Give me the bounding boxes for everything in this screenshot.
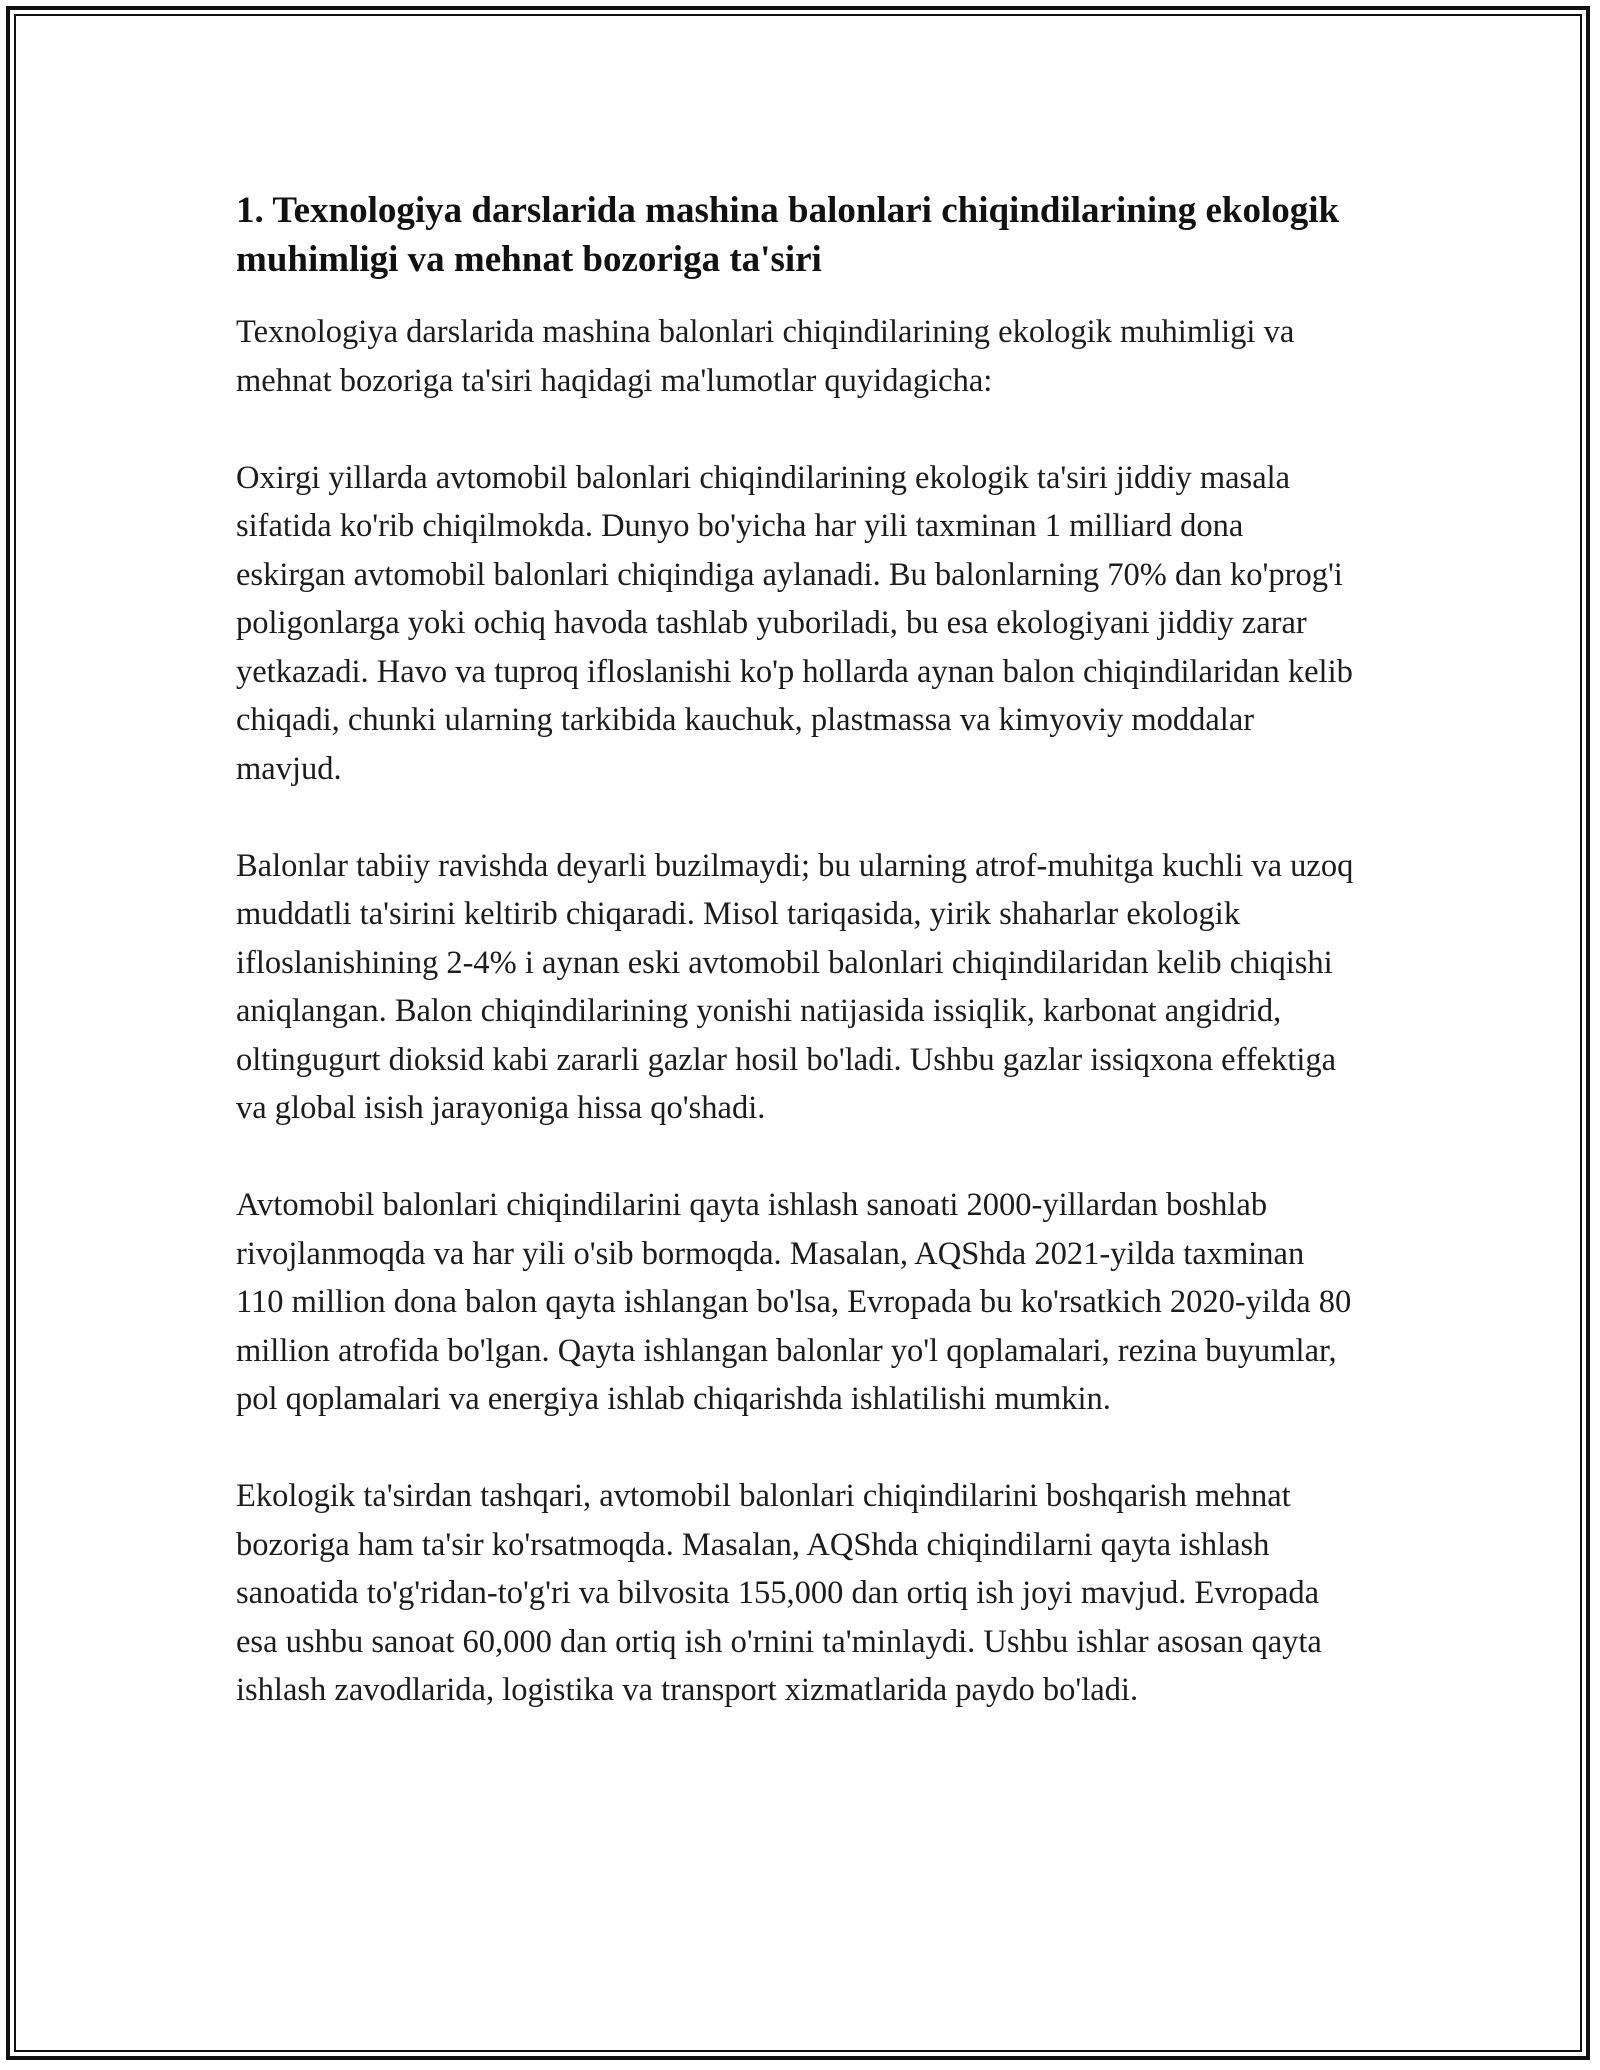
paragraph-decomposition: Balonlar tabiiy ravishda deyarli buzilmaydi; bu ularning atrof-muhitga kuchli va uzoq muddatli ta'sirini keltirib chiqaradi. Misol tariqasida, yirik shaharlar ekologik ifloslanishining 2-4% i aynan eski avtomobil balonlari chiqindilaridan kelib chiqishi aniqlangan. Balon chiqindilarining yonishi natijasida issiqlik, karbonat angidrid, oltingugurt dioksid kabi zararli gazlar hosil bo'ladi. Ushbu gazlar issiqxona effektiga va global isish jarayoniga hissa qo'shadi. bbox=[236, 847, 1354, 1126]
paragraph-labor-market: Ekologik ta'sirdan tashqari, avtomobil balonlari chiqindilarini boshqarish mehnat bozoriga ham ta'sir ko'rsatmoqda. Masalan, AQShda chiqindilarni qayta ishlash sanoatida to'g'ridan-to'g'ri va bilvosita 155,000 dan ortiq ish joyi mavjud. Evropada esa ushbu sanoat 60,000 dan ortiq ish o'rnini ta'minlaydi. Ushbu ishlar asosan qayta ishlash zavodlarida, logistika va transport xizmatlarida paydo bo'ladi. bbox=[236, 1478, 1322, 1708]
paragraph-intro: Texnologiya darslarida mashina balonlari chiqindilarining ekologik muhimligi va mehnat bozoriga ta'siri haqidagi ma'lumotlar quyidagicha: bbox=[236, 314, 1295, 399]
paragraph-ecological-impact: Oxirgi yillarda avtomobil balonlari chiqindilarining ekologik ta'siri jiddiy masala sifatida ko'rib chiqilmokda. Dunyo bo'yicha har yili taxminan 1 milliard dona eskirgan avtomobil balonlari chiqindiga aylanadi. Bu balonlarning 70% dan ko'prog'i poligonlarga yoki ochiq havoda tashlab yuboriladi, bu esa ekologiyani jiddiy zarar yetkazadi. Havo va tuproq ifloslanishi ko'p hollarda aynan balon chiqindilaridan kelib chiqadi, chunki ularning tarkibida kauchuk, plastmassa va kimyoviy moddalar mavjud. bbox=[236, 459, 1353, 787]
paragraph-recycling-industry: Avtomobil balonlari chiqindilarini qayta ishlash sanoati 2000-yillardan boshlab rivojlanmoqda va har yili o'sib bormoqda. Masalan, AQShda 2021-yilda taxminan 110 million dona balon qayta ishlangan bo'lsa, Evropada bu ko'rsatkich 2020-yilda 80 million atrofida bo'lgan. Qayta ishlangan balonlar yo'l qoplamalari, rezina buyumlar, pol qoplamalari va energiya ishlab chiqarishda ishlatilishi mumkin. bbox=[236, 1187, 1352, 1417]
document-body bbox=[236, 186, 1356, 1715]
document-title: 1. Texnologiya darslarida mashina balonlari chiqindilarining ekologik muhimligi va mehnat bozoriga ta'siri bbox=[236, 190, 1340, 280]
